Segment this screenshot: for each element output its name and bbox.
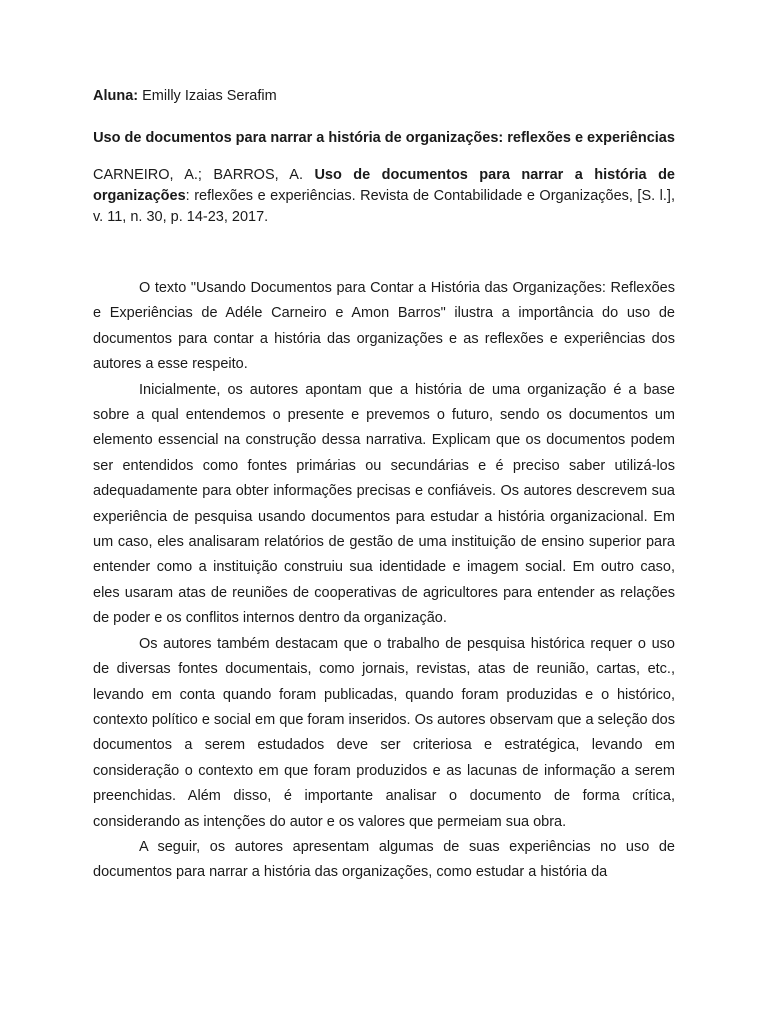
student-name: Emilly Izaias Serafim (142, 88, 277, 104)
reference-title: Uso de documentos para narrar a história de organizações (93, 167, 675, 204)
bibliographic-reference (93, 165, 675, 228)
document-page (93, 86, 675, 886)
reference-authors: CARNEIRO, A.; BARROS, A. (93, 167, 303, 183)
student-line (93, 86, 675, 106)
paragraph-4: A seguir, os autores apresentam algumas de suas experiências no uso de documentos para narrar a história das organizações, como estudar a história da (93, 838, 675, 881)
body-text (93, 276, 675, 886)
paragraph-1: O texto "Usando Documentos para Contar a História das Organizações: Reflexões e Experiências de Adéle Carneiro e Amon Barros" ilustra a importância do uso de documentos para contar a história das organizações e as reflexões e experiências dos autores a esse respeito. (93, 280, 675, 373)
paragraph-3: Os autores também destacam que o trabalho de pesquisa histórica requer o uso de diversas fontes documentais, como jornais, revistas, atas de reunião, cartas, etc., levando em conta quando foram publicadas, quando foram produzidas e o histórico, contexto político e social em que foram inseridos. Os autores observam que a seleção dos documentos a serem estudados deve ser criteriosa e estratégica, levando em consideração o contexto em que foram produzidos e as lacunas de informação a serem preenchidas. Além disso, é importante analisar o documento de forma crítica, considerando as intenções do autor e os valores que permeiam sua obra. (93, 635, 675, 830)
document-title: Uso de documentos para narrar a história de organizações: reflexões e experiências (93, 130, 675, 146)
reference-details: : reflexões e experiências. Revista de Contabilidade e Organizações, [S. l.], v. 11, n. 30, p. 14-23, 2017. (93, 188, 675, 225)
student-label: Aluna: (93, 88, 139, 104)
paragraph-2: Inicialmente, os autores apontam que a história de uma organização é a base sobre a qual entendemos o presente e prevemos o futuro, sendo os documentos um elemento essencial na construção dessa narrativa. Explicam que os documentos podem ser entendidos como fontes primárias ou secundárias e é preciso saber utilizá-los adequadamente para obter informações precisas e confiáveis. Os autores descrevem sua experiência de pesquisa usando documentos para estudar a história organizacional. Em um caso, eles analisaram relatórios de gestão de uma instituição de ensino superior para entender como a instituição construiu sua identidade e imagem social. Em outro caso, eles usaram atas de reuniões de cooperativas de agricultores para entender as relações de poder e os conflitos internos dentro da organização. (93, 381, 675, 627)
